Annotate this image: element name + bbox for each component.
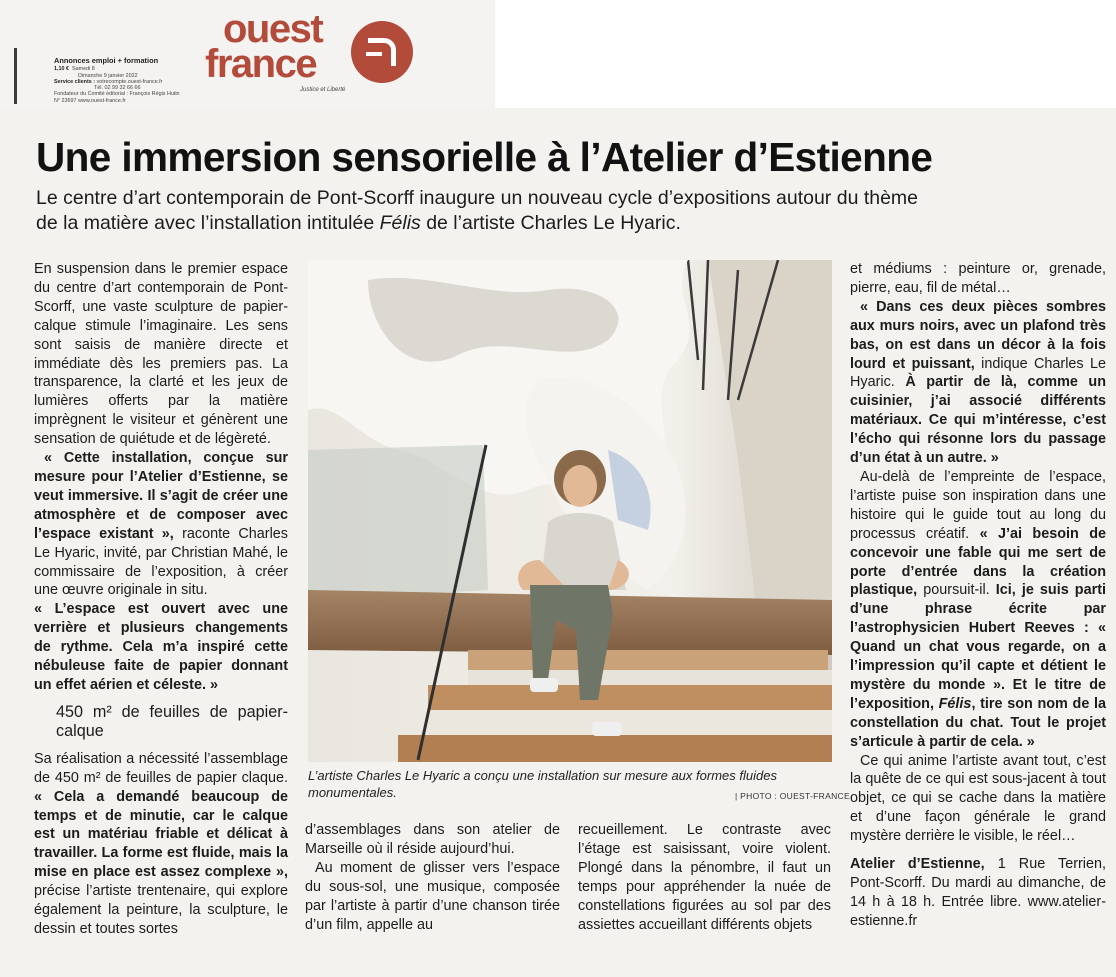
masthead-info — [54, 58, 204, 104]
photo-caption: L’artiste Charles Le Hyaric a conçu une installation sur mesure aux formes fluides monumentales. — [308, 768, 777, 800]
masthead-date2: Dimanche 9 janvier 2022 — [78, 72, 138, 79]
masthead-issue: N° 23697 www.ouest-france.fr — [54, 97, 126, 104]
logo-line-1: ouest — [223, 7, 323, 51]
col4-paragraph-1: et médiums : peinture or, grenade, pierre, eau, fil de métal… — [850, 261, 1106, 296]
masthead-rule — [14, 48, 17, 104]
article-column-2 — [305, 821, 560, 934]
col1-paragraph-1: En suspension dans le premier espace du centre d’art contemporain de Pont-Scorff, une vaste sculpture de papier-calque stimule l’imaginaire. Les sens sont saisis de manière directe et immédiate dès les premiers pas. La transparence, la clarté et les jeux de lumières offerts par la matière imprègnent le visiteur et génèrent une sensation de quiétude et de légèreté. — [34, 261, 288, 448]
col4-quote-3: « J’ai besoin de concevoir une fable qui me sert de porte d’entrée dans la création plastique, — [850, 525, 1106, 599]
col1-text-2: raconte Charles Le Hyaric, invité, par Christian Mahé, le commissaire de l’exposition, à créer une œuvre originale in situ. — [34, 525, 288, 599]
article-photo — [308, 260, 832, 762]
col1-paragraph-4 — [34, 750, 288, 939]
col1-quote-2: « L’espace est ouvert avec une verrière et plusieurs changements de rythme. Cela m’a inspiré cette nébuleuse faite de papier donnant un effet aérien et céleste. » — [34, 601, 288, 693]
col1-quote-3: « Cela a demandé beaucoup de temps et de minutie, car le calque est un matériau friable et délicat à travailler. La forme est fluide, mais la mise en place est assez complexe », — [34, 788, 288, 881]
masthead-founder: Fondateur du Comité éditorial : François Régis Hutin — [54, 91, 180, 98]
masthead-date1: Samedi 8 — [72, 66, 95, 73]
col4-paragraph-4: Ce qui anime l’artiste avant tout, c’est la quête de ce qui est sous-jacent à tout objet, ce qui se cache dans la matière et d’une façon générale le grand mystère derrière le visible, le réel… — [850, 752, 1106, 845]
masthead-tel: Tél. 02 99 32 66 66 — [94, 85, 141, 92]
practical-info-text: 1 Rue Terrien, Pont-Scorff. Du mardi au dimanche, de 14 h à 18 h. Entrée libre. www.atelier-estienne.fr — [850, 856, 1106, 929]
col4-paragraph-2 — [850, 298, 1106, 468]
photo-credit: | PHOTO : OUEST-FRANCE — [735, 791, 850, 801]
col4-quote-4-end: , tire son nom de la constellation du chat. Tout le projet s’articule à partir de cela. » — [850, 695, 1107, 750]
masthead-price: 1,10 € — [54, 66, 69, 73]
lead-italic-title: Félis — [379, 212, 421, 234]
masthead-motto: Justice et Liberté — [300, 87, 346, 93]
col1-paragraph-3 — [34, 600, 288, 695]
col4-quote-2: À partir de là, comme un cuisinier, j’ai associé différents matériaux. Ce qui m’intéresse, c’est l’écho qui résonne lors du passage d’un état à un autre. » — [850, 374, 1106, 467]
article-clipping — [0, 108, 1116, 977]
practical-info — [850, 855, 1106, 931]
col3-paragraph-1: recueillement. Le contraste avec l’étage est saisissant, voire violent. Plongé dans la pénombre, il faut un temps pour appréhender la nuée de constellations figurées au sol par des assiettes accueillant différents objets — [578, 822, 831, 933]
col2-paragraph-1: d’assemblages dans son atelier de Marseille où il réside aujourd’hui. — [305, 822, 560, 857]
practical-info-name: Atelier d’Estienne, — [850, 856, 985, 873]
col4-quote-4-italic: Félis — [938, 695, 972, 712]
article-column-3 — [578, 821, 831, 934]
col4-text-3: Au-delà de l’empreinte de l’espace, l’artiste puise son inspiration dans une histoire qui le guide tout au long du processus créatif. — [850, 468, 1106, 542]
col4-text-4: poursuit-il. — [917, 582, 996, 599]
lead-text-1: Le centre d’art contemporain de Pont-Scorff inaugure un nouveau cycle d’expositions autour du thème de la matière avec l’installation intitulée — [36, 187, 919, 234]
col1-text-3: Sa réalisation a nécessité l’assemblage de 450 m² de feuilles de papier claque. — [34, 750, 288, 786]
logo-mark-bar-icon — [366, 52, 382, 56]
article-lead — [36, 186, 936, 236]
col4-quote-4-text: Ici, je suis parti d’une phrase écrite par l’astrophysicien Hubert Reeves : « Quand un chat vous regarde, on a l’impression qu’il capte et détient le mystère du monde ». Et le titre de l’exposition, — [850, 582, 1106, 712]
masthead-service-text: votrecompte.ouest-france.fr — [96, 78, 163, 85]
col1-quote-1: « Cette installation, conçue sur mesure pour l’Atelier d’Estienne, se veut immersive. Il s’agit de créer une atmosphère et de composer avec l’espace existant », — [34, 450, 288, 542]
lead-text-2: de l’artiste Charles Le Hyaric. — [420, 212, 681, 234]
masthead-service-label: Service clients : — [54, 78, 96, 85]
col1-paragraph-2 — [34, 449, 288, 600]
article-title: Une immersion sensorielle à l’Atelier d’Estienne — [36, 134, 933, 180]
col4-quote-4 — [850, 582, 1106, 749]
col2-paragraph-2: Au moment de glisser vers l’espace du sous-sol, une musique, composée par l’artiste à partir d’une chanson tirée d’un film, appelle au — [305, 859, 560, 933]
article-column-4 — [850, 260, 1106, 931]
col4-quote-1: « Dans ces deux pièces sombres aux murs noirs, avec un plafond très bas, on est dans un décor à la fois lourd et puissant, — [850, 298, 1106, 372]
col4-text-2: indique Charles Le Hyaric. — [850, 355, 1107, 391]
newspaper-masthead — [0, 0, 495, 109]
article-subheading: 450 m² de feuilles de papier-calque — [56, 702, 288, 741]
artist-installation-illustration — [308, 260, 832, 762]
col1-text-4: précise l’artiste trentenaire, qui explore également la peinture, la sculpture, le dessin et toutes sortes — [34, 883, 288, 937]
article-column-1 — [34, 260, 288, 939]
logo-line-2: france — [205, 42, 317, 86]
col4-paragraph-3 — [850, 468, 1106, 752]
ouest-france-logo — [205, 7, 357, 86]
masthead-rubric: Annonces emploi + formation — [54, 56, 159, 65]
